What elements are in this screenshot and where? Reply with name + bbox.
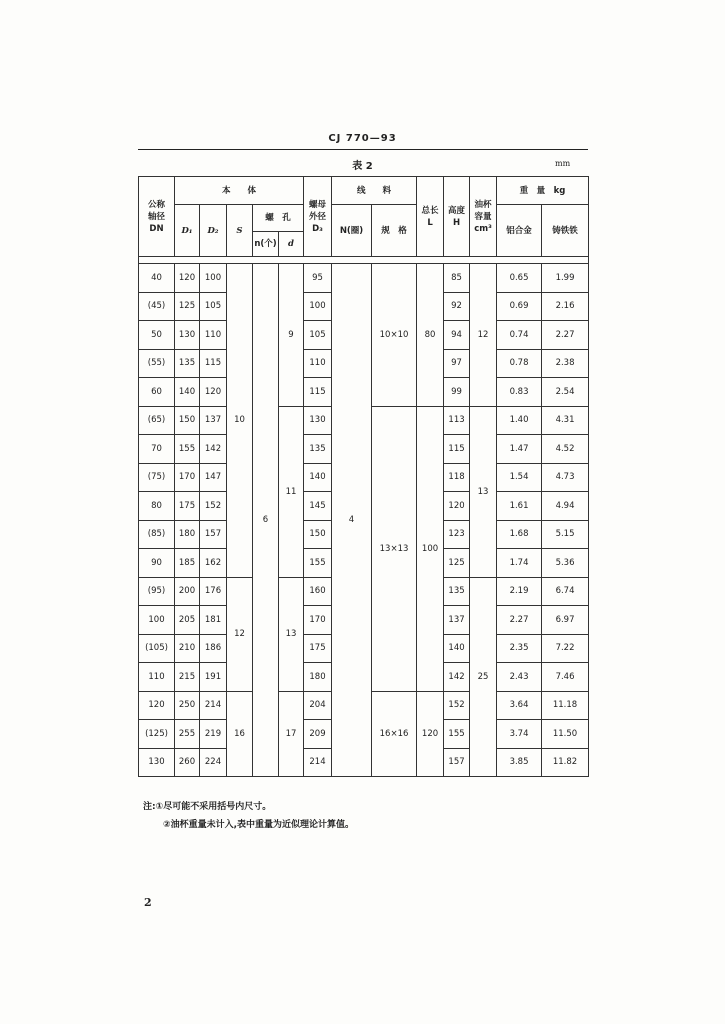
table-row (139, 264, 589, 293)
cell-dn: (125) (139, 720, 175, 749)
cell-height: 157 (444, 748, 470, 777)
col-n-count: n(个) (253, 232, 279, 257)
cell-dn: 110 (139, 663, 175, 692)
cell-d1: 200 (175, 577, 200, 606)
cell-weight-iron: 2.54 (542, 378, 589, 407)
cell-d2: 157 (200, 520, 227, 549)
cell-height: 152 (444, 691, 470, 720)
col-weight: 重 量 kg (497, 177, 589, 205)
cell-d3: 140 (304, 463, 332, 492)
cell-weight-iron: 5.36 (542, 549, 589, 578)
cell-dn: (55) (139, 349, 175, 378)
cell-d3: 214 (304, 748, 332, 777)
cell-weight-iron: 2.38 (542, 349, 589, 378)
cell-height: 115 (444, 435, 470, 464)
cell-dn: (105) (139, 634, 175, 663)
cell-dn: 40 (139, 264, 175, 293)
cell-dn: 70 (139, 435, 175, 464)
cell-d1: 210 (175, 634, 200, 663)
cell-weight-iron: 4.31 (542, 406, 589, 435)
col-bolt-hole: 螺 孔 (253, 205, 304, 232)
cell-height: 92 (444, 292, 470, 321)
note-1: 注:①尽可能不采用括号内尺寸。 (143, 802, 272, 812)
cell-weight-iron: 7.22 (542, 634, 589, 663)
cell-oil-cup: 12 (470, 264, 497, 407)
cell-height: 123 (444, 520, 470, 549)
cell-wire-spec: 13×13 (372, 406, 417, 691)
cell-d1: 170 (175, 463, 200, 492)
cell-d3: 209 (304, 720, 332, 749)
cell-d3: 175 (304, 634, 332, 663)
col-d: d (279, 232, 304, 257)
cell-dn: 60 (139, 378, 175, 407)
cell-d2: 110 (200, 321, 227, 350)
cell-d1: 250 (175, 691, 200, 720)
cell-dn: 80 (139, 492, 175, 521)
cell-d2: 100 (200, 264, 227, 293)
cell-weight-al: 0.74 (497, 321, 542, 350)
cell-weight-iron: 4.73 (542, 463, 589, 492)
cell-d1: 140 (175, 378, 200, 407)
cell-d1: 180 (175, 520, 200, 549)
cell-d3: 100 (304, 292, 332, 321)
cell-d3: 145 (304, 492, 332, 521)
cell-d3: 110 (304, 349, 332, 378)
cell-dn: 90 (139, 549, 175, 578)
cell-d2: 120 (200, 378, 227, 407)
cell-d1: 260 (175, 748, 200, 777)
cell-d3: 180 (304, 663, 332, 692)
cell-wire-spec: 16×16 (372, 691, 417, 777)
cell-weight-al: 3.74 (497, 720, 542, 749)
cell-d: 9 (279, 264, 304, 407)
cell-d2: 186 (200, 634, 227, 663)
cell-weight-al: 0.78 (497, 349, 542, 378)
cell-d3: 135 (304, 435, 332, 464)
cell-height: 137 (444, 606, 470, 635)
cell-weight-al: 2.35 (497, 634, 542, 663)
cell-wire-n: 4 (332, 264, 372, 777)
col-oil-cup: 油杯 容量 cm³ (470, 177, 497, 257)
cell-weight-iron: 11.18 (542, 691, 589, 720)
cell-wire-spec: 10×10 (372, 264, 417, 407)
note-2: ②油杯重量未计入,表中重量为近似理论计算值。 (163, 820, 355, 830)
cell-weight-iron: 6.74 (542, 577, 589, 606)
dimension-table (138, 176, 589, 777)
cell-dn: (75) (139, 463, 175, 492)
cell-height: 125 (444, 549, 470, 578)
cell-d2: 147 (200, 463, 227, 492)
standard-number: CJ 770—93 (328, 133, 397, 144)
cell-d: 13 (279, 577, 304, 691)
cell-d1: 150 (175, 406, 200, 435)
cell-weight-al: 0.69 (497, 292, 542, 321)
page-number: 2 (144, 896, 152, 909)
spacer-row (139, 257, 589, 264)
col-s: S (227, 205, 253, 257)
cell-d2: 219 (200, 720, 227, 749)
table-caption: 表 2 (352, 161, 373, 172)
cell-d2: 137 (200, 406, 227, 435)
cell-weight-iron: 5.15 (542, 520, 589, 549)
cell-d2: 214 (200, 691, 227, 720)
cell-height: 140 (444, 634, 470, 663)
cell-d2: 181 (200, 606, 227, 635)
col-wire-spec: 规 格 (372, 205, 417, 257)
col-weight-al: 铝合金 (497, 205, 542, 257)
cell-d2: 115 (200, 349, 227, 378)
col-d1: D₁ (175, 205, 200, 257)
cell-oil-cup: 25 (470, 577, 497, 777)
cell-weight-al: 1.68 (497, 520, 542, 549)
cell-d2: 224 (200, 748, 227, 777)
cell-height: 120 (444, 492, 470, 521)
cell-weight-al: 1.74 (497, 549, 542, 578)
cell-dn: 120 (139, 691, 175, 720)
cell-d3: 204 (304, 691, 332, 720)
cell-d2: 191 (200, 663, 227, 692)
cell-weight-al: 3.85 (497, 748, 542, 777)
cell-dn: 100 (139, 606, 175, 635)
cell-d1: 120 (175, 264, 200, 293)
cell-dn: 130 (139, 748, 175, 777)
cell-d3: 115 (304, 378, 332, 407)
cell-d1: 185 (175, 549, 200, 578)
cell-weight-iron: 6.97 (542, 606, 589, 635)
col-height: 高度 H (444, 177, 470, 257)
cell-d3: 105 (304, 321, 332, 350)
cell-length: 120 (417, 691, 444, 777)
cell-d1: 215 (175, 663, 200, 692)
cell-weight-iron: 11.82 (542, 748, 589, 777)
cell-d1: 255 (175, 720, 200, 749)
cell-dn: (45) (139, 292, 175, 321)
col-wire-n: N(圈) (332, 205, 372, 257)
cell-height: 155 (444, 720, 470, 749)
cell-d3: 95 (304, 264, 332, 293)
cell-height: 85 (444, 264, 470, 293)
cell-height: 135 (444, 577, 470, 606)
cell-dn: (95) (139, 577, 175, 606)
cell-height: 97 (444, 349, 470, 378)
cell-length: 100 (417, 406, 444, 691)
cell-oil-cup: 13 (470, 406, 497, 577)
col-dn: 公称 轴径 DN (139, 177, 175, 257)
cell-length: 80 (417, 264, 444, 407)
col-length: 总长 L (417, 177, 444, 257)
cell-weight-al: 2.27 (497, 606, 542, 635)
cell-d2: 162 (200, 549, 227, 578)
cell-weight-iron: 7.46 (542, 663, 589, 692)
cell-d2: 142 (200, 435, 227, 464)
cell-weight-al: 3.64 (497, 691, 542, 720)
col-weight-iron: 铸铁铁 (542, 205, 589, 257)
cell-weight-al: 0.65 (497, 264, 542, 293)
cell-d3: 150 (304, 520, 332, 549)
cell-weight-al: 1.40 (497, 406, 542, 435)
cell-dn: 50 (139, 321, 175, 350)
cell-weight-iron: 4.52 (542, 435, 589, 464)
col-nut-dia: 螺母 外径 D₃ (304, 177, 332, 257)
cell-d3: 130 (304, 406, 332, 435)
cell-d2: 105 (200, 292, 227, 321)
cell-d1: 125 (175, 292, 200, 321)
cell-d3: 155 (304, 549, 332, 578)
cell-s: 16 (227, 691, 253, 777)
cell-weight-al: 1.54 (497, 463, 542, 492)
cell-s: 10 (227, 264, 253, 578)
cell-d2: 176 (200, 577, 227, 606)
cell-d3: 160 (304, 577, 332, 606)
cell-weight-iron: 2.27 (542, 321, 589, 350)
cell-d2: 152 (200, 492, 227, 521)
cell-d1: 155 (175, 435, 200, 464)
col-d2: D₂ (200, 205, 227, 257)
cell-weight-al: 1.47 (497, 435, 542, 464)
cell-weight-iron: 11.50 (542, 720, 589, 749)
cell-weight-al: 0.83 (497, 378, 542, 407)
cell-height: 142 (444, 663, 470, 692)
cell-weight-al: 1.61 (497, 492, 542, 521)
cell-weight-iron: 1.99 (542, 264, 589, 293)
cell-d: 11 (279, 406, 304, 577)
col-body: 本 体 (175, 177, 304, 205)
cell-dn: (65) (139, 406, 175, 435)
cell-dn: (85) (139, 520, 175, 549)
cell-height: 94 (444, 321, 470, 350)
cell-d: 17 (279, 691, 304, 777)
cell-d1: 135 (175, 349, 200, 378)
cell-d1: 130 (175, 321, 200, 350)
cell-n-count: 6 (253, 264, 279, 777)
cell-height: 118 (444, 463, 470, 492)
cell-s: 12 (227, 577, 253, 691)
cell-weight-iron: 2.16 (542, 292, 589, 321)
cell-d3: 170 (304, 606, 332, 635)
cell-weight-al: 2.43 (497, 663, 542, 692)
cell-height: 113 (444, 406, 470, 435)
cell-height: 99 (444, 378, 470, 407)
cell-d1: 175 (175, 492, 200, 521)
cell-weight-al: 2.19 (497, 577, 542, 606)
header-rule (138, 149, 588, 150)
cell-weight-iron: 4.94 (542, 492, 589, 521)
col-wire: 线 料 (332, 177, 417, 205)
cell-d1: 205 (175, 606, 200, 635)
unit-label: mm (555, 159, 571, 168)
